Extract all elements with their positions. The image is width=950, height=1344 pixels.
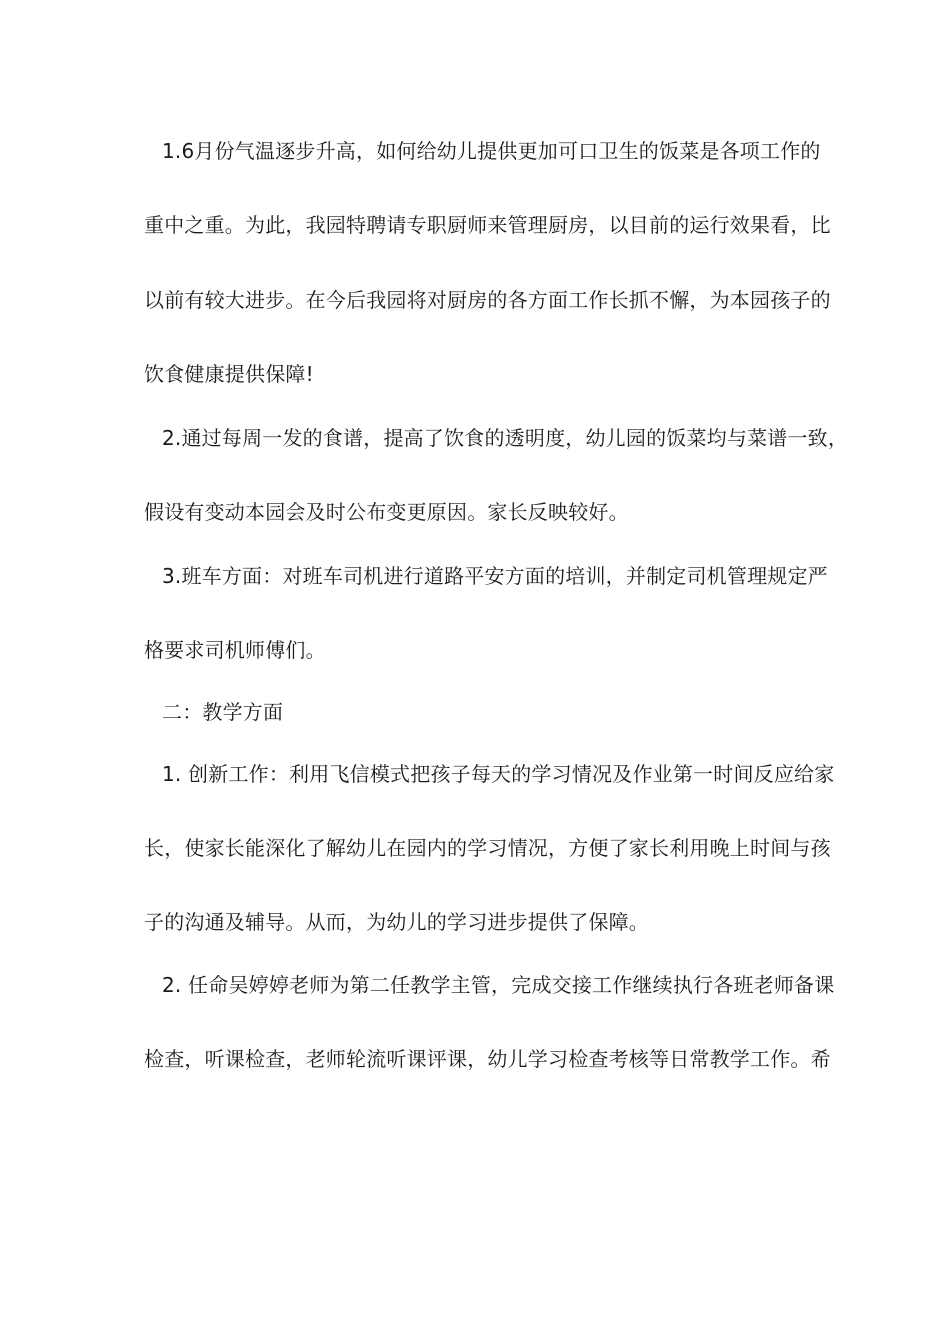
paragraph-line: 假设有变动本园会及时公布变更原因。家长反映较好。	[144, 500, 629, 524]
paragraph-line: 2. 任命吴婷婷老师为第二任教学主管，完成交接工作继续执行各班老师备课	[162, 973, 835, 997]
paragraph-line: 长，使家长能深化了解幼儿在园内的学习情况，方便了家长利用晚上时间与孩	[144, 836, 831, 860]
paragraph-line: 重中之重。为此，我园特聘请专职厨师来管理厨房，以目前的运行效果看，比	[144, 213, 831, 237]
paragraph-line: 3.班车方面：对班车司机进行道路平安方面的培训，并制定司机管理规定严	[162, 564, 828, 588]
paragraph-line: 检查，听课检查，老师轮流听课评课，幼儿学习检查考核等日常教学工作。希	[144, 1047, 831, 1071]
paragraph-line: 格要求司机师傅们。	[144, 638, 326, 662]
paragraph-line: 2.通过每周一发的食谱，提高了饮食的透明度，幼儿园的饭菜均与菜谱一致，	[162, 426, 849, 450]
paragraph-line: 饮食健康提供保障!	[144, 362, 314, 386]
paragraph-line: 1. 创新工作：利用飞信模式把孩子每天的学习情况及作业第一时间反应给家	[162, 762, 835, 786]
paragraph-line: 以前有较大进步。在今后我园将对厨房的各方面工作长抓不懈，为本园孩子的	[144, 288, 831, 312]
paragraph-line: 1.6月份气温逐步升高，如何给幼儿提供更加可口卫生的饭菜是各项工作的	[162, 139, 821, 163]
paragraph-line: 子的沟通及辅导。从而，为幼儿的学习进步提供了保障。	[144, 910, 649, 934]
section-heading: 二：教学方面	[162, 700, 284, 724]
